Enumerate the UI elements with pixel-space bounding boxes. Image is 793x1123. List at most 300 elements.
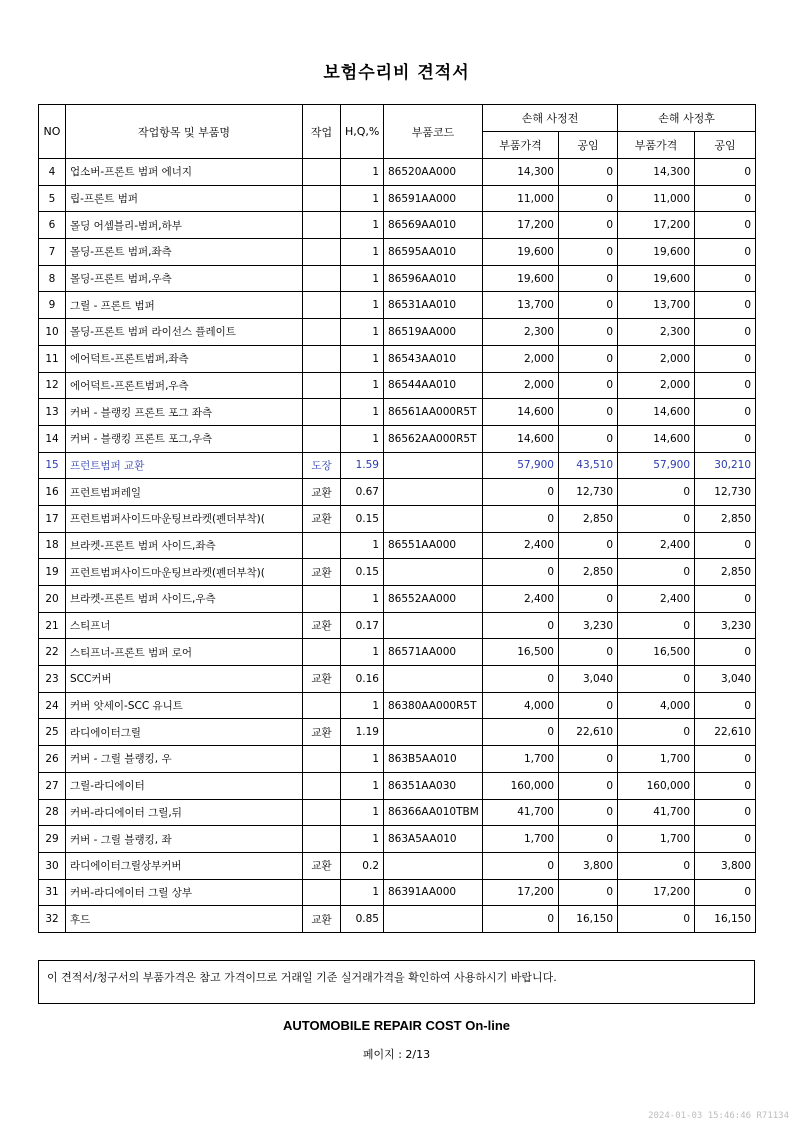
row-no: 4 [39, 159, 66, 186]
table-row [39, 772, 756, 799]
row-hq: 0.16 [341, 666, 384, 693]
row-hq: 1 [341, 639, 384, 666]
row-no: 7 [39, 239, 66, 266]
row-before-labor: 0 [559, 265, 618, 292]
row-before-part-price: 41,700 [483, 799, 559, 826]
row-hq: 1 [341, 826, 384, 853]
row-part-code: 86351AA030 [384, 772, 483, 799]
row-item-name: 프런트범퍼사이드마운팅브라켓(펜더부착)( [66, 559, 303, 586]
row-no: 23 [39, 666, 66, 693]
row-after-labor: 3,230 [695, 612, 756, 639]
row-part-code: 86595AA010 [384, 239, 483, 266]
row-work-type [303, 399, 341, 426]
row-part-code: 86520AA000 [384, 159, 483, 186]
row-no: 27 [39, 772, 66, 799]
print-timestamp: 2024-01-03 15:46:46 R71134 [648, 1111, 789, 1121]
row-after-part-price: 1,700 [618, 826, 695, 853]
row-after-labor: 0 [695, 639, 756, 666]
row-part-code: 86562AA000R5T [384, 425, 483, 452]
row-part-code [384, 612, 483, 639]
row-work-type [303, 799, 341, 826]
row-part-code: 86366AA010TBM [384, 799, 483, 826]
row-no: 32 [39, 906, 66, 933]
row-before-labor: 12,730 [559, 479, 618, 506]
row-hq: 1 [341, 372, 384, 399]
row-after-labor: 0 [695, 265, 756, 292]
row-hq: 1 [341, 239, 384, 266]
table-row [39, 852, 756, 879]
row-after-part-price: 17,200 [618, 879, 695, 906]
row-after-part-price: 0 [618, 719, 695, 746]
row-item-name: 라디에이터그릴 [66, 719, 303, 746]
row-hq: 0.67 [341, 479, 384, 506]
row-no: 28 [39, 799, 66, 826]
row-before-labor: 3,230 [559, 612, 618, 639]
table-row [39, 532, 756, 559]
row-after-part-price: 0 [618, 559, 695, 586]
row-work-type [303, 239, 341, 266]
row-work-type [303, 586, 341, 613]
row-item-name: 스티프너-프론트 범퍼 로어 [66, 639, 303, 666]
row-before-part-price: 0 [483, 479, 559, 506]
table-row [39, 586, 756, 613]
row-part-code: 86544AA010 [384, 372, 483, 399]
table-row [39, 666, 756, 693]
row-no: 12 [39, 372, 66, 399]
row-item-name: 스티프너 [66, 612, 303, 639]
row-before-part-price: 0 [483, 612, 559, 639]
row-part-code: 86519AA000 [384, 319, 483, 346]
row-hq: 1 [341, 799, 384, 826]
row-item-name: 업소버-프론트 범퍼 에너지 [66, 159, 303, 186]
row-before-part-price: 160,000 [483, 772, 559, 799]
row-after-part-price: 11,000 [618, 185, 695, 212]
row-after-part-price: 13,700 [618, 292, 695, 319]
header-before-part-price: 부품가격 [483, 132, 559, 159]
row-hq: 1 [341, 772, 384, 799]
row-before-part-price: 2,300 [483, 319, 559, 346]
row-work-type [303, 265, 341, 292]
row-part-code: 863B5AA010 [384, 746, 483, 773]
row-item-name: 브라켓-프론트 범퍼 사이드,좌측 [66, 532, 303, 559]
row-after-part-price: 41,700 [618, 799, 695, 826]
row-after-labor: 0 [695, 586, 756, 613]
row-work-type [303, 826, 341, 853]
row-after-part-price: 0 [618, 479, 695, 506]
row-part-code [384, 852, 483, 879]
row-after-labor: 0 [695, 425, 756, 452]
row-hq: 1 [341, 746, 384, 773]
table-row [39, 479, 756, 506]
row-part-code: 86543AA010 [384, 345, 483, 372]
row-item-name: 몰딩 어셈블리-범퍼,하부 [66, 212, 303, 239]
row-after-part-price: 0 [618, 505, 695, 532]
table-row [39, 292, 756, 319]
row-item-name: 그릴 - 프론트 범퍼 [66, 292, 303, 319]
table-row [39, 372, 756, 399]
row-after-part-price: 2,400 [618, 532, 695, 559]
row-before-labor: 0 [559, 639, 618, 666]
row-before-part-price: 57,900 [483, 452, 559, 479]
row-no: 20 [39, 586, 66, 613]
row-before-part-price: 14,300 [483, 159, 559, 186]
header-part-code: 부품코드 [384, 105, 483, 159]
row-before-labor: 0 [559, 239, 618, 266]
row-item-name: 프런트범퍼사이드마운팅브라켓(펜더부착)( [66, 505, 303, 532]
row-after-part-price: 0 [618, 666, 695, 693]
row-hq: 1.59 [341, 452, 384, 479]
row-work-type [303, 532, 341, 559]
row-work-type: 교환 [303, 852, 341, 879]
row-after-part-price: 2,400 [618, 586, 695, 613]
row-hq: 1 [341, 185, 384, 212]
row-item-name: 커버-라디에이터 그릴,뒤 [66, 799, 303, 826]
row-work-type [303, 879, 341, 906]
row-hq: 1 [341, 879, 384, 906]
row-item-name: 커버 - 블랭킹 프론트 포그,우측 [66, 425, 303, 452]
row-no: 19 [39, 559, 66, 586]
row-work-type: 교환 [303, 479, 341, 506]
table-row [39, 746, 756, 773]
row-before-labor: 0 [559, 772, 618, 799]
row-item-name: 립-프론트 범퍼 [66, 185, 303, 212]
row-part-code: 86551AA000 [384, 532, 483, 559]
row-before-labor: 16,150 [559, 906, 618, 933]
header-after-part-price: 부품가격 [618, 132, 695, 159]
row-item-name: 몰딩-프론트 범퍼,우측 [66, 265, 303, 292]
row-work-type [303, 772, 341, 799]
row-before-part-price: 17,200 [483, 212, 559, 239]
row-before-labor: 0 [559, 372, 618, 399]
table-row [39, 799, 756, 826]
row-before-part-price: 1,700 [483, 826, 559, 853]
row-part-code [384, 452, 483, 479]
row-before-labor: 0 [559, 532, 618, 559]
row-before-part-price: 4,000 [483, 692, 559, 719]
row-hq: 1 [341, 159, 384, 186]
row-item-name: 프런트범퍼 교환 [66, 452, 303, 479]
row-part-code [384, 719, 483, 746]
row-after-labor: 0 [695, 879, 756, 906]
row-before-part-price: 2,400 [483, 586, 559, 613]
row-part-code: 86531AA010 [384, 292, 483, 319]
row-part-code [384, 906, 483, 933]
row-after-labor: 3,800 [695, 852, 756, 879]
row-item-name: 후드 [66, 906, 303, 933]
row-work-type [303, 372, 341, 399]
row-after-part-price: 14,600 [618, 399, 695, 426]
table-row [39, 559, 756, 586]
row-after-part-price: 160,000 [618, 772, 695, 799]
row-before-labor: 0 [559, 586, 618, 613]
row-no: 31 [39, 879, 66, 906]
row-before-labor: 0 [559, 799, 618, 826]
header-work: 작업 [303, 105, 341, 159]
row-no: 29 [39, 826, 66, 853]
row-work-type [303, 692, 341, 719]
header-no: NO [39, 105, 66, 159]
row-after-labor: 2,850 [695, 559, 756, 586]
row-no: 11 [39, 345, 66, 372]
page-number: 페이지 : 2/13 [362, 1048, 431, 1061]
row-item-name: 에어덕트-프론트범퍼,좌측 [66, 345, 303, 372]
row-before-part-price: 0 [483, 852, 559, 879]
row-part-code: 86552AA000 [384, 586, 483, 613]
row-after-labor: 0 [695, 159, 756, 186]
row-no: 30 [39, 852, 66, 879]
table-row [39, 345, 756, 372]
price-notice: 이 견적서/청구서의 부품가격은 참고 가격이므로 거래일 기준 실거래가격을 확인하여 사용하시기 바랍니다. [38, 960, 755, 1004]
row-before-part-price: 1,700 [483, 746, 559, 773]
row-no: 14 [39, 425, 66, 452]
row-after-labor: 0 [695, 292, 756, 319]
row-after-labor: 0 [695, 212, 756, 239]
row-item-name: 브라켓-프론트 범퍼 사이드,우측 [66, 586, 303, 613]
row-hq: 1 [341, 586, 384, 613]
document-title: 보험수리비 견적서 [323, 63, 470, 83]
row-item-name: SCC커버 [66, 666, 303, 693]
row-after-labor: 2,850 [695, 505, 756, 532]
row-item-name: 몰딩-프론트 범퍼 라이선스 플레이트 [66, 319, 303, 346]
row-before-labor: 0 [559, 185, 618, 212]
row-hq: 1 [341, 265, 384, 292]
row-before-part-price: 13,700 [483, 292, 559, 319]
row-after-part-price: 2,300 [618, 319, 695, 346]
row-after-part-price: 1,700 [618, 746, 695, 773]
table-row [39, 639, 756, 666]
row-hq: 0.17 [341, 612, 384, 639]
row-work-type [303, 212, 341, 239]
row-no: 25 [39, 719, 66, 746]
row-hq: 1.19 [341, 719, 384, 746]
row-item-name: 커버 - 블랭킹 프론트 포그 좌측 [66, 399, 303, 426]
row-item-name: 커버-라디에이터 그릴 상부 [66, 879, 303, 906]
row-before-labor: 0 [559, 292, 618, 319]
row-before-part-price: 2,400 [483, 532, 559, 559]
row-part-code [384, 666, 483, 693]
row-before-labor: 0 [559, 159, 618, 186]
header-after-adjustment: 손해 사정후 [618, 105, 756, 132]
row-part-code [384, 479, 483, 506]
row-before-labor: 0 [559, 345, 618, 372]
row-before-part-price: 11,000 [483, 185, 559, 212]
row-before-part-price: 0 [483, 666, 559, 693]
row-item-name: 에어덕트-프론트범퍼,우측 [66, 372, 303, 399]
row-after-labor: 16,150 [695, 906, 756, 933]
row-hq: 1 [341, 319, 384, 346]
row-after-labor: 3,040 [695, 666, 756, 693]
row-item-name: 커버 앗세이-SCC 유니트 [66, 692, 303, 719]
row-no: 13 [39, 399, 66, 426]
row-after-labor: 30,210 [695, 452, 756, 479]
row-no: 9 [39, 292, 66, 319]
row-no: 16 [39, 479, 66, 506]
row-work-type: 교환 [303, 559, 341, 586]
table-row [39, 612, 756, 639]
row-before-labor: 3,040 [559, 666, 618, 693]
row-item-name: 몰딩-프론트 범퍼,좌측 [66, 239, 303, 266]
row-before-part-price: 14,600 [483, 399, 559, 426]
row-after-part-price: 14,300 [618, 159, 695, 186]
row-after-part-price: 17,200 [618, 212, 695, 239]
table-row [39, 906, 756, 933]
row-work-type [303, 425, 341, 452]
table-row [39, 879, 756, 906]
brand-footer: AUTOMOBILE REPAIR COST On-line [282, 1018, 511, 1033]
table-row [39, 692, 756, 719]
row-part-code: 86596AA010 [384, 265, 483, 292]
table-row [39, 265, 756, 292]
row-before-part-price: 16,500 [483, 639, 559, 666]
row-work-type: 교환 [303, 505, 341, 532]
row-after-labor: 22,610 [695, 719, 756, 746]
row-part-code [384, 559, 483, 586]
header-item: 작업항목 및 부품명 [66, 105, 303, 159]
row-item-name: 커버 - 그릴 블랭킹, 우 [66, 746, 303, 773]
table-row [39, 826, 756, 853]
row-hq: 1 [341, 425, 384, 452]
row-after-part-price: 0 [618, 906, 695, 933]
row-part-code: 86561AA000R5T [384, 399, 483, 426]
row-work-type [303, 639, 341, 666]
row-item-name: 그릴-라디에이터 [66, 772, 303, 799]
row-after-part-price: 2,000 [618, 372, 695, 399]
row-no: 22 [39, 639, 66, 666]
row-hq: 0.85 [341, 906, 384, 933]
row-item-name: 프런트범퍼레일 [66, 479, 303, 506]
row-no: 10 [39, 319, 66, 346]
row-work-type: 교환 [303, 906, 341, 933]
row-after-labor: 0 [695, 239, 756, 266]
row-after-labor: 0 [695, 746, 756, 773]
row-before-part-price: 0 [483, 906, 559, 933]
row-no: 21 [39, 612, 66, 639]
row-item-name: 라디에이터그릴상부커버 [66, 852, 303, 879]
row-part-code: 86591AA000 [384, 185, 483, 212]
row-no: 8 [39, 265, 66, 292]
row-after-labor: 0 [695, 345, 756, 372]
row-after-part-price: 57,900 [618, 452, 695, 479]
row-before-labor: 0 [559, 746, 618, 773]
row-work-type [303, 159, 341, 186]
row-work-type: 교환 [303, 666, 341, 693]
row-work-type [303, 185, 341, 212]
row-after-labor: 0 [695, 826, 756, 853]
row-before-labor: 2,850 [559, 505, 618, 532]
row-before-part-price: 0 [483, 505, 559, 532]
row-no: 17 [39, 505, 66, 532]
row-part-code: 86569AA010 [384, 212, 483, 239]
row-no: 24 [39, 692, 66, 719]
table-row [39, 159, 756, 186]
table-row [39, 399, 756, 426]
row-hq: 1 [341, 345, 384, 372]
row-before-labor: 0 [559, 425, 618, 452]
estimate-rows [39, 159, 756, 933]
table-row [39, 452, 756, 479]
row-before-labor: 0 [559, 879, 618, 906]
estimate-table [38, 104, 756, 933]
table-row [39, 212, 756, 239]
row-work-type [303, 345, 341, 372]
header-before-labor: 공임 [559, 132, 618, 159]
row-no: 26 [39, 746, 66, 773]
row-before-labor: 3,800 [559, 852, 618, 879]
row-work-type: 교환 [303, 612, 341, 639]
row-hq: 1 [341, 532, 384, 559]
row-part-code: 86391AA000 [384, 879, 483, 906]
row-hq: 0.15 [341, 559, 384, 586]
row-work-type [303, 292, 341, 319]
row-after-part-price: 0 [618, 612, 695, 639]
row-after-part-price: 19,600 [618, 265, 695, 292]
row-before-labor: 0 [559, 692, 618, 719]
row-after-labor: 0 [695, 772, 756, 799]
row-before-labor: 2,850 [559, 559, 618, 586]
row-work-type [303, 319, 341, 346]
row-after-labor: 0 [695, 185, 756, 212]
row-before-labor: 0 [559, 212, 618, 239]
table-row [39, 425, 756, 452]
row-after-part-price: 0 [618, 852, 695, 879]
row-before-part-price: 0 [483, 719, 559, 746]
row-after-part-price: 2,000 [618, 345, 695, 372]
row-before-part-price: 2,000 [483, 372, 559, 399]
row-no: 15 [39, 452, 66, 479]
row-hq: 1 [341, 212, 384, 239]
row-work-type: 교환 [303, 719, 341, 746]
row-after-labor: 0 [695, 532, 756, 559]
row-no: 6 [39, 212, 66, 239]
row-after-labor: 0 [695, 692, 756, 719]
row-before-part-price: 0 [483, 559, 559, 586]
row-part-code: 86380AA000R5T [384, 692, 483, 719]
row-before-part-price: 17,200 [483, 879, 559, 906]
row-hq: 1 [341, 292, 384, 319]
row-after-labor: 0 [695, 372, 756, 399]
row-before-labor: 22,610 [559, 719, 618, 746]
row-before-part-price: 19,600 [483, 239, 559, 266]
table-row [39, 185, 756, 212]
row-before-part-price: 2,000 [483, 345, 559, 372]
row-after-labor: 0 [695, 399, 756, 426]
row-after-part-price: 19,600 [618, 239, 695, 266]
table-row [39, 319, 756, 346]
row-work-type: 도장 [303, 452, 341, 479]
row-after-part-price: 16,500 [618, 639, 695, 666]
row-after-part-price: 14,600 [618, 425, 695, 452]
row-hq: 1 [341, 692, 384, 719]
row-part-code: 86571AA000 [384, 639, 483, 666]
row-before-labor: 0 [559, 826, 618, 853]
row-no: 18 [39, 532, 66, 559]
row-work-type [303, 746, 341, 773]
header-hq: H,Q,% [341, 105, 384, 159]
header-after-labor: 공임 [695, 132, 756, 159]
row-after-part-price: 4,000 [618, 692, 695, 719]
row-hq: 0.2 [341, 852, 384, 879]
row-hq: 1 [341, 399, 384, 426]
table-row [39, 719, 756, 746]
table-row [39, 239, 756, 266]
header-before-adjustment: 손해 사정전 [483, 105, 618, 132]
row-part-code [384, 505, 483, 532]
row-before-part-price: 14,600 [483, 425, 559, 452]
row-after-labor: 12,730 [695, 479, 756, 506]
row-no: 5 [39, 185, 66, 212]
row-part-code: 863A5AA010 [384, 826, 483, 853]
row-before-labor: 0 [559, 319, 618, 346]
